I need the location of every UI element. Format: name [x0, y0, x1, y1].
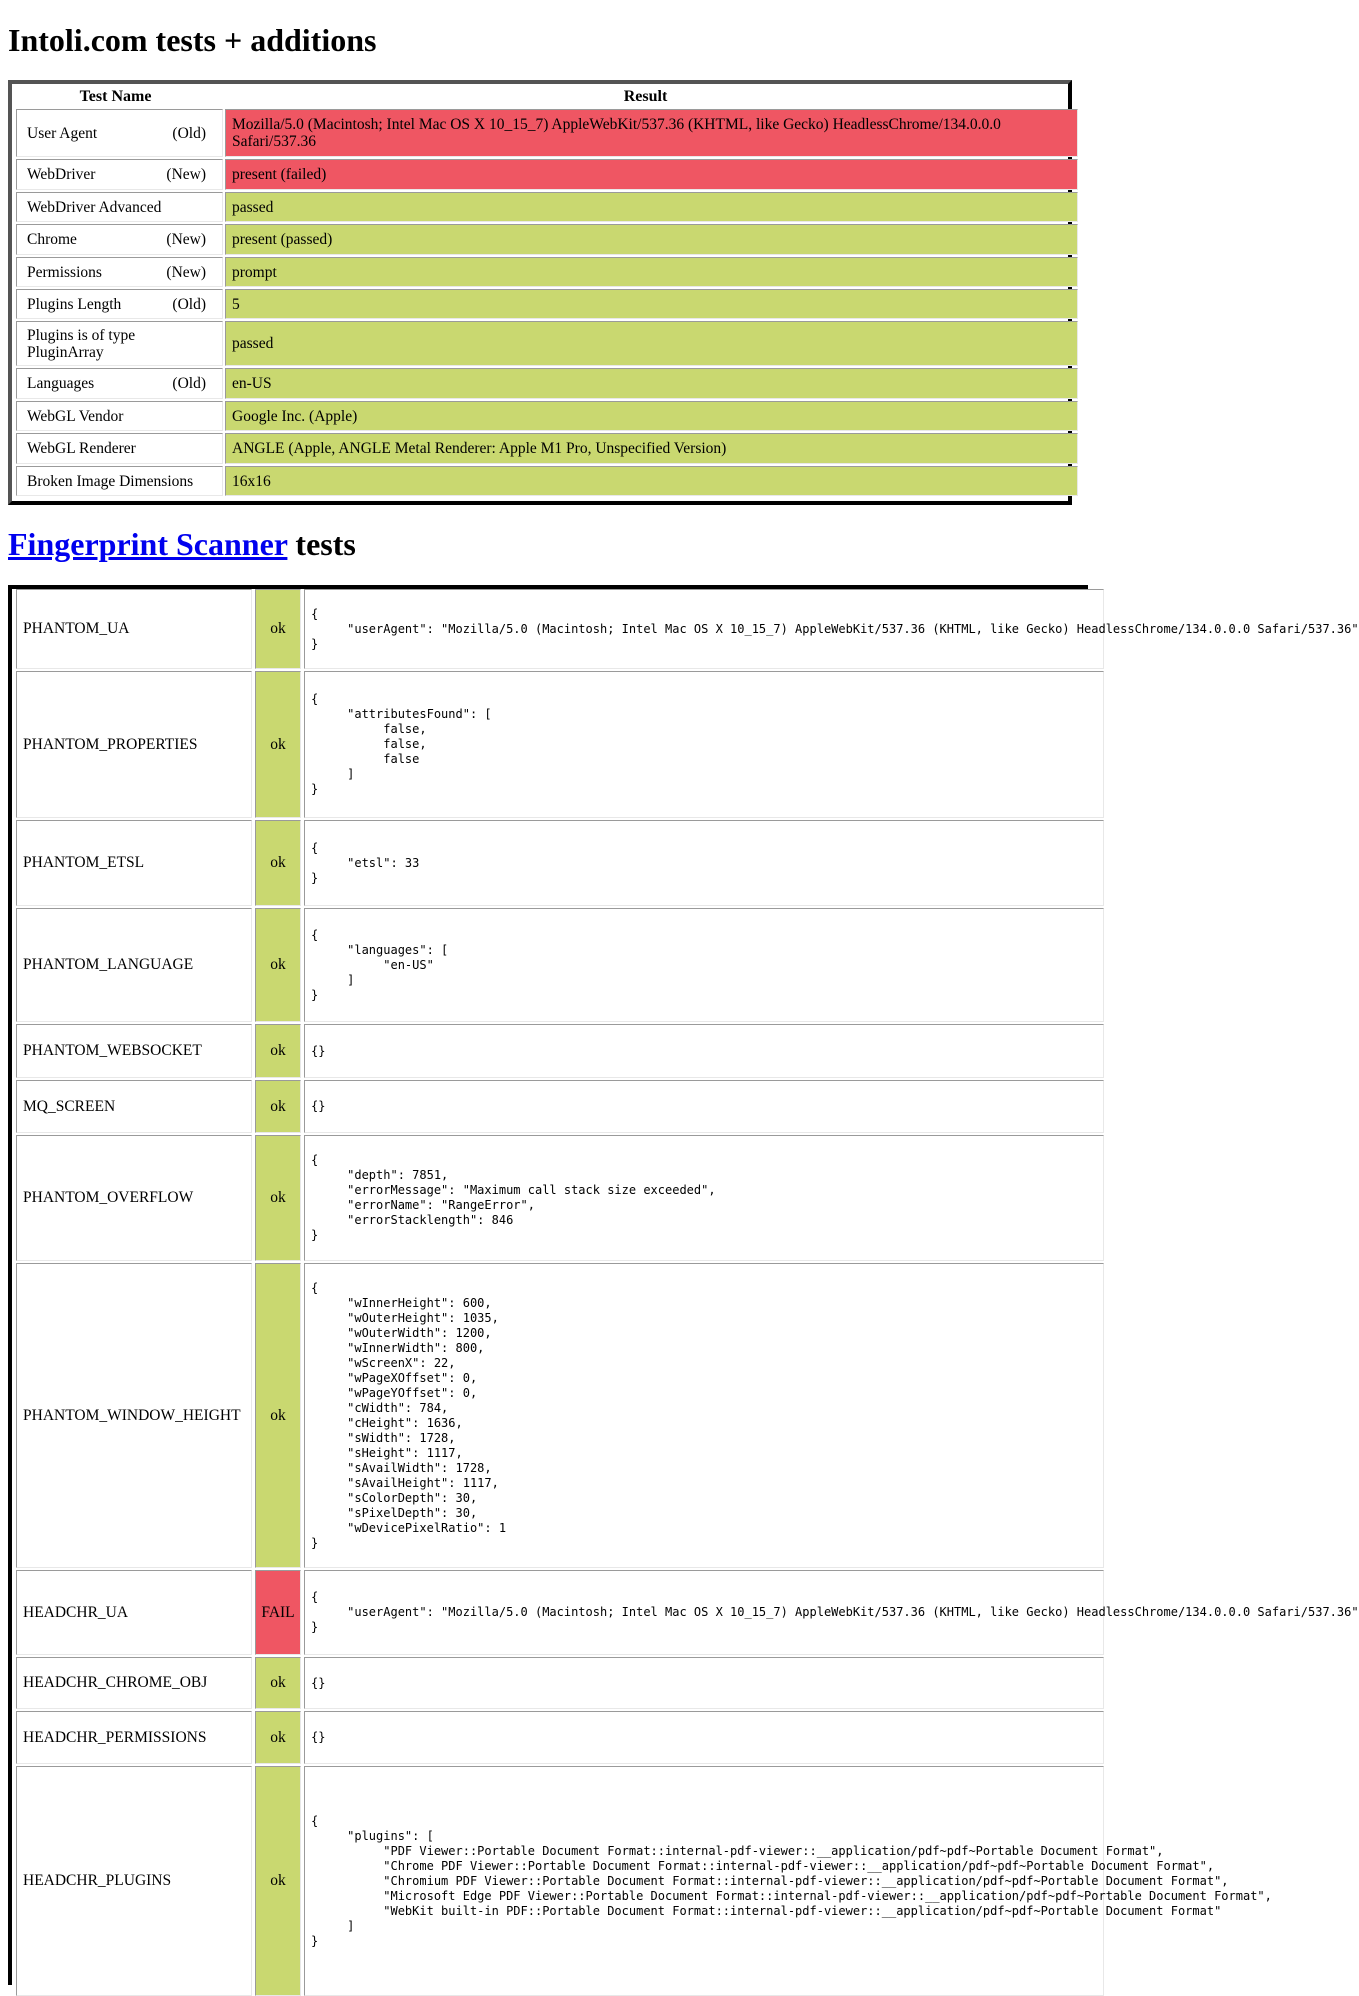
test-name-cell — [16, 289, 223, 319]
fingerprint-table — [8, 585, 1359, 1985]
test-name: Languages — [27, 375, 95, 392]
test-name-cell — [16, 321, 223, 366]
result-cell: Google Inc. (Apple) — [225, 401, 1078, 431]
fingerprint-test-name: PHANTOM_LANGUAGE — [16, 908, 252, 1022]
fingerprint-scanner-link[interactable]: Fingerprint Scanner — [8, 526, 288, 562]
intoli-row — [12, 192, 1068, 222]
fingerprint-row — [12, 1263, 1092, 1568]
fingerprint-detail-cell — [304, 1080, 1104, 1133]
test-tag: (Old) — [172, 124, 206, 142]
fingerprint-test-name: PHANTOM_ETSL — [16, 820, 252, 906]
test-name: WebDriver — [27, 166, 96, 183]
result-cell: passed — [225, 192, 1078, 222]
fingerprint-test-name: PHANTOM_PROPERTIES — [16, 671, 252, 818]
test-name-cell — [16, 433, 223, 464]
intoli-row — [12, 159, 1068, 190]
intoli-row — [12, 321, 1068, 366]
fingerprint-detail: {} — [311, 1043, 326, 1058]
fingerprint-title-suffix: tests — [295, 526, 356, 562]
fingerprint-status: ok — [255, 820, 301, 906]
test-tag: (New) — [166, 231, 206, 248]
fingerprint-detail-cell — [304, 1570, 1359, 1655]
fingerprint-status: ok — [255, 1024, 301, 1078]
test-name: Plugins Length — [27, 295, 122, 313]
test-tag: (New) — [166, 166, 206, 183]
fingerprint-test-name: HEADCHR_CHROME_OBJ — [16, 1657, 252, 1709]
intoli-title: Intoli.com tests + additions — [8, 22, 377, 58]
fingerprint-row — [12, 820, 1092, 906]
test-name: WebDriver Advanced — [27, 198, 162, 216]
intoli-row — [12, 109, 1068, 157]
result-cell: prompt — [225, 257, 1078, 287]
fingerprint-test-name: MQ_SCREEN — [16, 1080, 252, 1133]
test-name-cell — [16, 109, 223, 157]
test-name: WebGL Renderer — [27, 440, 136, 457]
result-cell: 5 — [225, 289, 1078, 319]
fingerprint-test-name: PHANTOM_WINDOW_HEIGHT — [16, 1263, 252, 1568]
fingerprint-status: ok — [255, 1135, 301, 1261]
fingerprint-detail: { "attributesFound": [ false, false, false ] } — [311, 692, 492, 796]
test-name: Chrome — [27, 231, 77, 248]
fingerprint-row — [12, 589, 1359, 669]
fingerprint-status: ok — [255, 1766, 301, 1996]
fingerprint-detail-cell — [304, 1024, 1104, 1078]
test-name-cell — [16, 257, 223, 287]
result-cell: present (passed) — [225, 224, 1078, 255]
intoli-row — [12, 257, 1068, 287]
test-name: WebGL Vendor — [27, 407, 124, 425]
fingerprint-test-name: HEADCHR_PLUGINS — [16, 1766, 252, 1996]
test-name: Plugins is of type PluginArray — [27, 326, 136, 361]
fingerprint-detail: {} — [311, 1730, 326, 1744]
fingerprint-detail-cell — [304, 1766, 1272, 1996]
fingerprint-status: ok — [255, 589, 301, 669]
result-cell: Mozilla/5.0 (Macintosh; Intel Mac OS X 10_15_7) AppleWebKit/537.36 (KHTML, like Gecko) HeadlessChrome/134.0.0.0 Safari/537.36 — [225, 109, 1078, 157]
test-name: User Agent — [27, 124, 98, 142]
fingerprint-row — [12, 1657, 1092, 1709]
fingerprint-test-name: PHANTOM_WEBSOCKET — [16, 1024, 252, 1078]
fingerprint-status: ok — [255, 1711, 301, 1764]
result-cell: present (failed) — [225, 159, 1078, 190]
result-cell: en-US — [225, 368, 1078, 399]
fingerprint-row — [12, 1080, 1092, 1133]
fingerprint-status: ok — [255, 1657, 301, 1709]
fingerprint-row — [12, 908, 1092, 1022]
fingerprint-detail-cell — [304, 589, 1359, 669]
result-cell: 16x16 — [225, 466, 1078, 496]
fingerprint-test-name: HEADCHR_PERMISSIONS — [16, 1711, 252, 1764]
fingerprint-detail-cell — [304, 1711, 1104, 1764]
fingerprint-test-name: PHANTOM_OVERFLOW — [16, 1135, 252, 1261]
header-result: Result — [623, 88, 668, 105]
fingerprint-detail: { "userAgent": "Mozilla/5.0 (Macintosh; Intel Mac OS X 10_15_7) AppleWebKit/537.36 (KHTML, like Gecko) HeadlessChrome/134.0.0.0 Safari/537.36" } — [311, 606, 1359, 651]
intoli-row — [12, 224, 1068, 255]
fingerprint-detail-cell — [304, 1657, 1104, 1709]
fingerprint-detail-cell — [304, 671, 1104, 818]
fingerprint-row — [12, 1135, 1092, 1261]
fingerprint-status: FAIL — [255, 1570, 301, 1655]
fingerprint-row — [12, 1570, 1359, 1655]
test-tag: (New) — [166, 263, 206, 281]
test-name: Permissions — [27, 263, 102, 281]
fingerprint-row — [12, 1024, 1092, 1078]
fingerprint-detail: { "userAgent": "Mozilla/5.0 (Macintosh; Intel Mac OS X 10_15_7) AppleWebKit/537.36 (KHTML, like Gecko) HeadlessChrome/134.0.0.0 Safari/537.36" } — [311, 1590, 1359, 1634]
result-cell: ANGLE (Apple, ANGLE Metal Renderer: Apple M1 Pro, Unspecified Version) — [225, 433, 1078, 464]
test-name-cell — [16, 368, 223, 399]
intoli-row — [12, 401, 1068, 431]
fingerprint-status: ok — [255, 1263, 301, 1568]
fingerprint-detail: { "wInnerHeight": 600, "wOuterHeight": 1035, "wOuterWidth": 1200, "wInnerWidth": 800, "wScreenX": 22, "wPageXOffset": 0, "wPageYOffset": 0, "cWidth": 784, "cHeight": 1636, "sWidth": 1728, "sHeight": 1117, "sAvailWidth": 1728, "sAvailHeight": 1117, "sColorDepth": 30, "sPixelDepth": 30, "wDevicePixelRatio": 1 } — [311, 1280, 507, 1550]
intoli-row — [12, 433, 1068, 464]
intoli-table — [8, 80, 1072, 505]
fingerprint-status: ok — [255, 908, 301, 1022]
fingerprint-row — [12, 1766, 1272, 1996]
fingerprint-detail: {} — [311, 1099, 326, 1113]
fingerprint-test-name: HEADCHR_UA — [16, 1570, 252, 1655]
fingerprint-title — [8, 522, 356, 566]
test-name-cell — [16, 159, 223, 190]
fingerprint-test-name: PHANTOM_UA — [16, 589, 252, 669]
fingerprint-detail: { "depth": 7851, "errorMessage": "Maximum call stack size exceeded", "errorName": "RangeError", "errorStacklength": 846 } — [311, 1153, 716, 1242]
fingerprint-detail-cell — [304, 908, 1104, 1022]
intoli-row — [12, 289, 1068, 319]
fingerprint-row — [12, 671, 1092, 818]
fingerprint-detail: {} — [311, 1675, 326, 1690]
test-name-cell — [16, 192, 223, 222]
fingerprint-status: ok — [255, 1080, 301, 1133]
fingerprint-status: ok — [255, 671, 301, 818]
fingerprint-detail: { "plugins": [ "PDF Viewer::Portable Document Format::internal-pdf-viewer::__application/pdf~pdf~Portable Document Format", "Chrome PDF Viewer::Portable Document Format::internal-pdf-viewer::__application/pdf~pdf~Portable Document Format", "Chromium PDF Viewer::Portable Document Format::internal-pdf-viewer::__application/pdf~pdf~Portable Document Format", "Microsoft Edge PDF Viewer::Portable Document Format::internal-pdf-viewer::__application/pdf~pdf~Portable Document Format", "WebKit built-in PDF::Portable Document Format::internal-pdf-viewer::__application/pdf~pdf~Portable Document Format" ] } — [311, 1813, 1272, 1948]
fingerprint-detail: { "etsl": 33 } — [311, 840, 420, 885]
test-tag: (Old) — [172, 375, 206, 392]
test-name: Broken Image Dimensions — [27, 472, 194, 490]
test-name-cell — [16, 224, 223, 255]
test-name-cell — [16, 401, 223, 431]
result-cell: passed — [225, 321, 1078, 366]
fingerprint-detail-cell — [304, 1135, 1104, 1261]
fingerprint-row — [12, 1711, 1092, 1764]
fingerprint-detail-cell — [304, 820, 1104, 906]
intoli-row — [12, 466, 1068, 496]
fingerprint-detail: { "languages": [ "en-US" ] } — [311, 927, 449, 1002]
header-test-name: Test Name — [79, 88, 152, 105]
test-name-cell — [16, 466, 223, 496]
fingerprint-detail-cell — [304, 1263, 1104, 1568]
intoli-row — [12, 368, 1068, 399]
test-tag: (Old) — [172, 295, 206, 313]
